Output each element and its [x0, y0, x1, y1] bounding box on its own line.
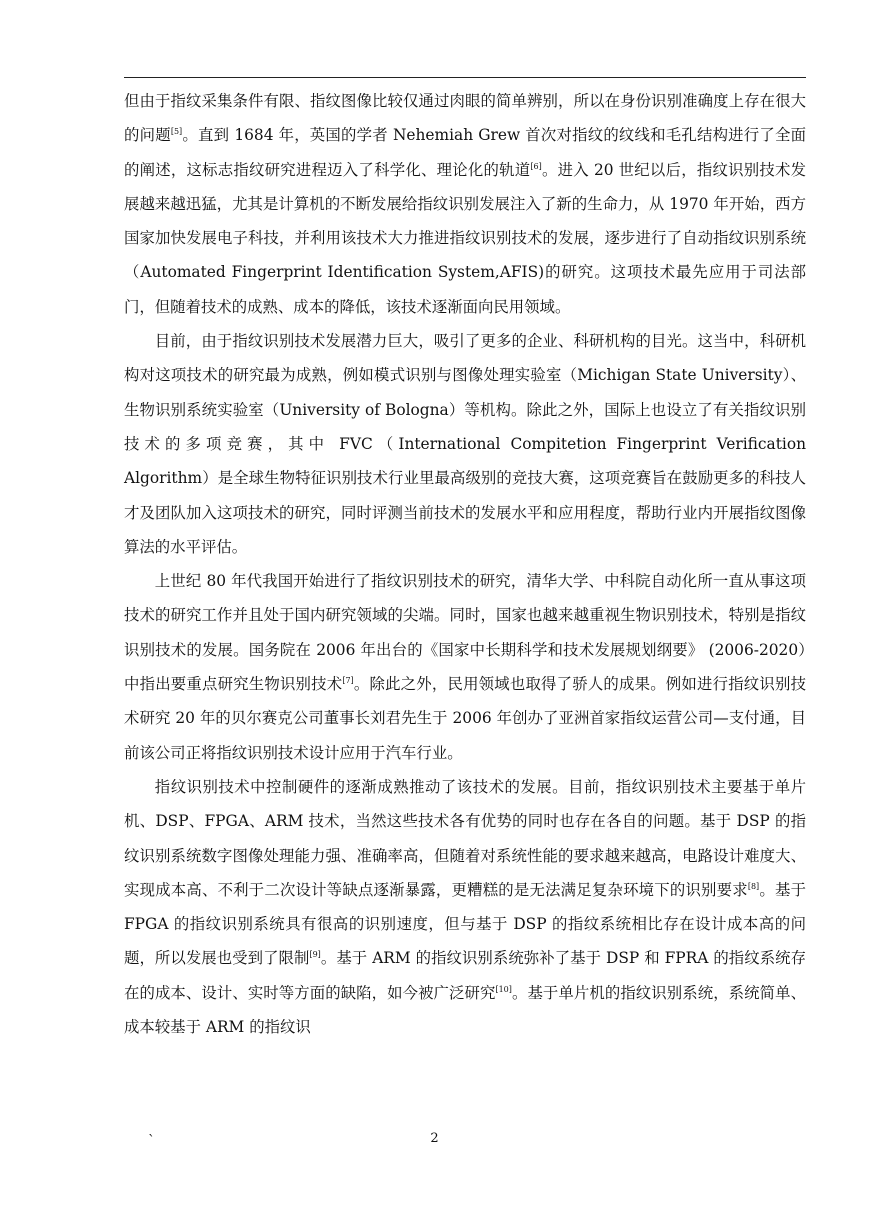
citation-ref: [8]: [747, 881, 760, 891]
citation-ref: [9]: [309, 950, 321, 960]
text-run: 。基于单片机的指纹识别系统，系统简单、成本较基于 ARM 的指纹识: [124, 983, 806, 1037]
paragraph-4: [124, 770, 806, 1044]
paragraph-1: [124, 84, 806, 324]
text-run: 目前，由于指纹识别技术发展潜力巨大，吸引了更多的企业、科研机构的目光。这当中，科研机构对这项技术的研究最为成熟，例如模式识别与图像处理实验室（Michigan State University）、生物识别系统实验室（University of Bologna）等机构。除此之外，国际上也设立了有关指纹识别技术的多项竞赛，其中 FVC（International Compitetion Fingerprint Verification Algorithm）是全球生物特征识别技术行业里最高级别的竞技大赛，这项竞赛旨在鼓励更多的科技人才及团队加入这项技术的研究，同时评测当前技术的发展水平和应用程度，帮助行业内开展指纹图像算法的水平评估。: [124, 332, 806, 556]
citation-ref: [6]: [530, 161, 542, 171]
text-run: 但由于指纹采集条件有限、指纹图像比较仅通过肉眼的简单辨别，所以在身份识别准确度上存在很大的问题: [124, 92, 806, 145]
text-run: 。基于 ARM 的指纹识别系统弥补了基于 DSP 和 FPRA 的指纹系统存在的成本、设计、实时等方面的缺陷，如今被广泛研究: [124, 949, 806, 1002]
document-body: [124, 84, 806, 1044]
text-run: 。除此之外，民用领域也取得了骄人的成果。例如进行指纹识别技术研究 20 年的贝尔赛克公司董事长刘君先生于 2006 年创办了亚洲首家指纹运营公司—支付通，目前该公司正将指纹识别技术设计应用于汽车行业。: [124, 675, 806, 762]
citation-ref: [5]: [170, 127, 183, 137]
paragraph-2: [124, 324, 806, 564]
footer-mark: `: [148, 1133, 155, 1149]
text-run: 。基于 FPGA 的指纹识别系统具有很高的识别速度，但与基于 DSP 的指纹系统相比存在设计成本高的问题，所以发展也受到了限制: [124, 880, 806, 968]
text-run: 上世纪 80 年代我国开始进行了指纹识别技术的研究，清华大学、中科院自动化所一直从事这项技术的研究工作并且处于国内研究领域的尖端。同时，国家也越来越重视生物识别技术，特别是指纹识别技术的发展。国务院在 2006 年出台的《国家中长期科学和技术发展规划纲要》 (2006-2020）中指出要重点研究生物识别技术: [124, 572, 806, 694]
header-rule: [124, 77, 806, 78]
citation-ref: [10]: [495, 984, 512, 994]
text-run: 。直到 1684 年，英国的学者 Nehemiah Grew 首次对指纹的纹线和毛孔结构进行了全面的阐述，这标志指纹研究进程迈入了科学化、理论化的轨道: [124, 126, 806, 179]
text-run: 指纹识别技术中控制硬件的逐渐成熟推动了该技术的发展。目前，指纹识别技术主要基于单片机、DSP、FPGA、ARM 技术，当然这些技术各有优势的同时也存在各自的问题。基于 DSP 的指纹识别系统数字图像处理能力强、准确率高，但随着对系统性能的要求越来越高，电路设计难度大、实现成本高、不利于二次设计等缺点逐渐暴露，更糟糕的是无法满足复杂环境下的识别要求: [124, 777, 806, 899]
paragraph-3: [124, 564, 806, 770]
text-run: 。进入 20 世纪以后，指纹识别技术发展越来越迅猛，尤其是计算机的不断发展给指纹识别发展注入了新的生命力，从 1970 年开始，西方国家加快发展电子科技，并利用该技术大力推进指纹识别技术的发展，逐步进行了自动指纹识别系统（Automated Fingerprint Identification System,AFIS)的研究。这项技术最先应用于司法部门，但随着技术的成熟、成本的降低，该技术逐渐面向民用领域。: [124, 160, 806, 316]
page-number: 2: [430, 1131, 439, 1146]
citation-ref: [7]: [342, 676, 354, 686]
